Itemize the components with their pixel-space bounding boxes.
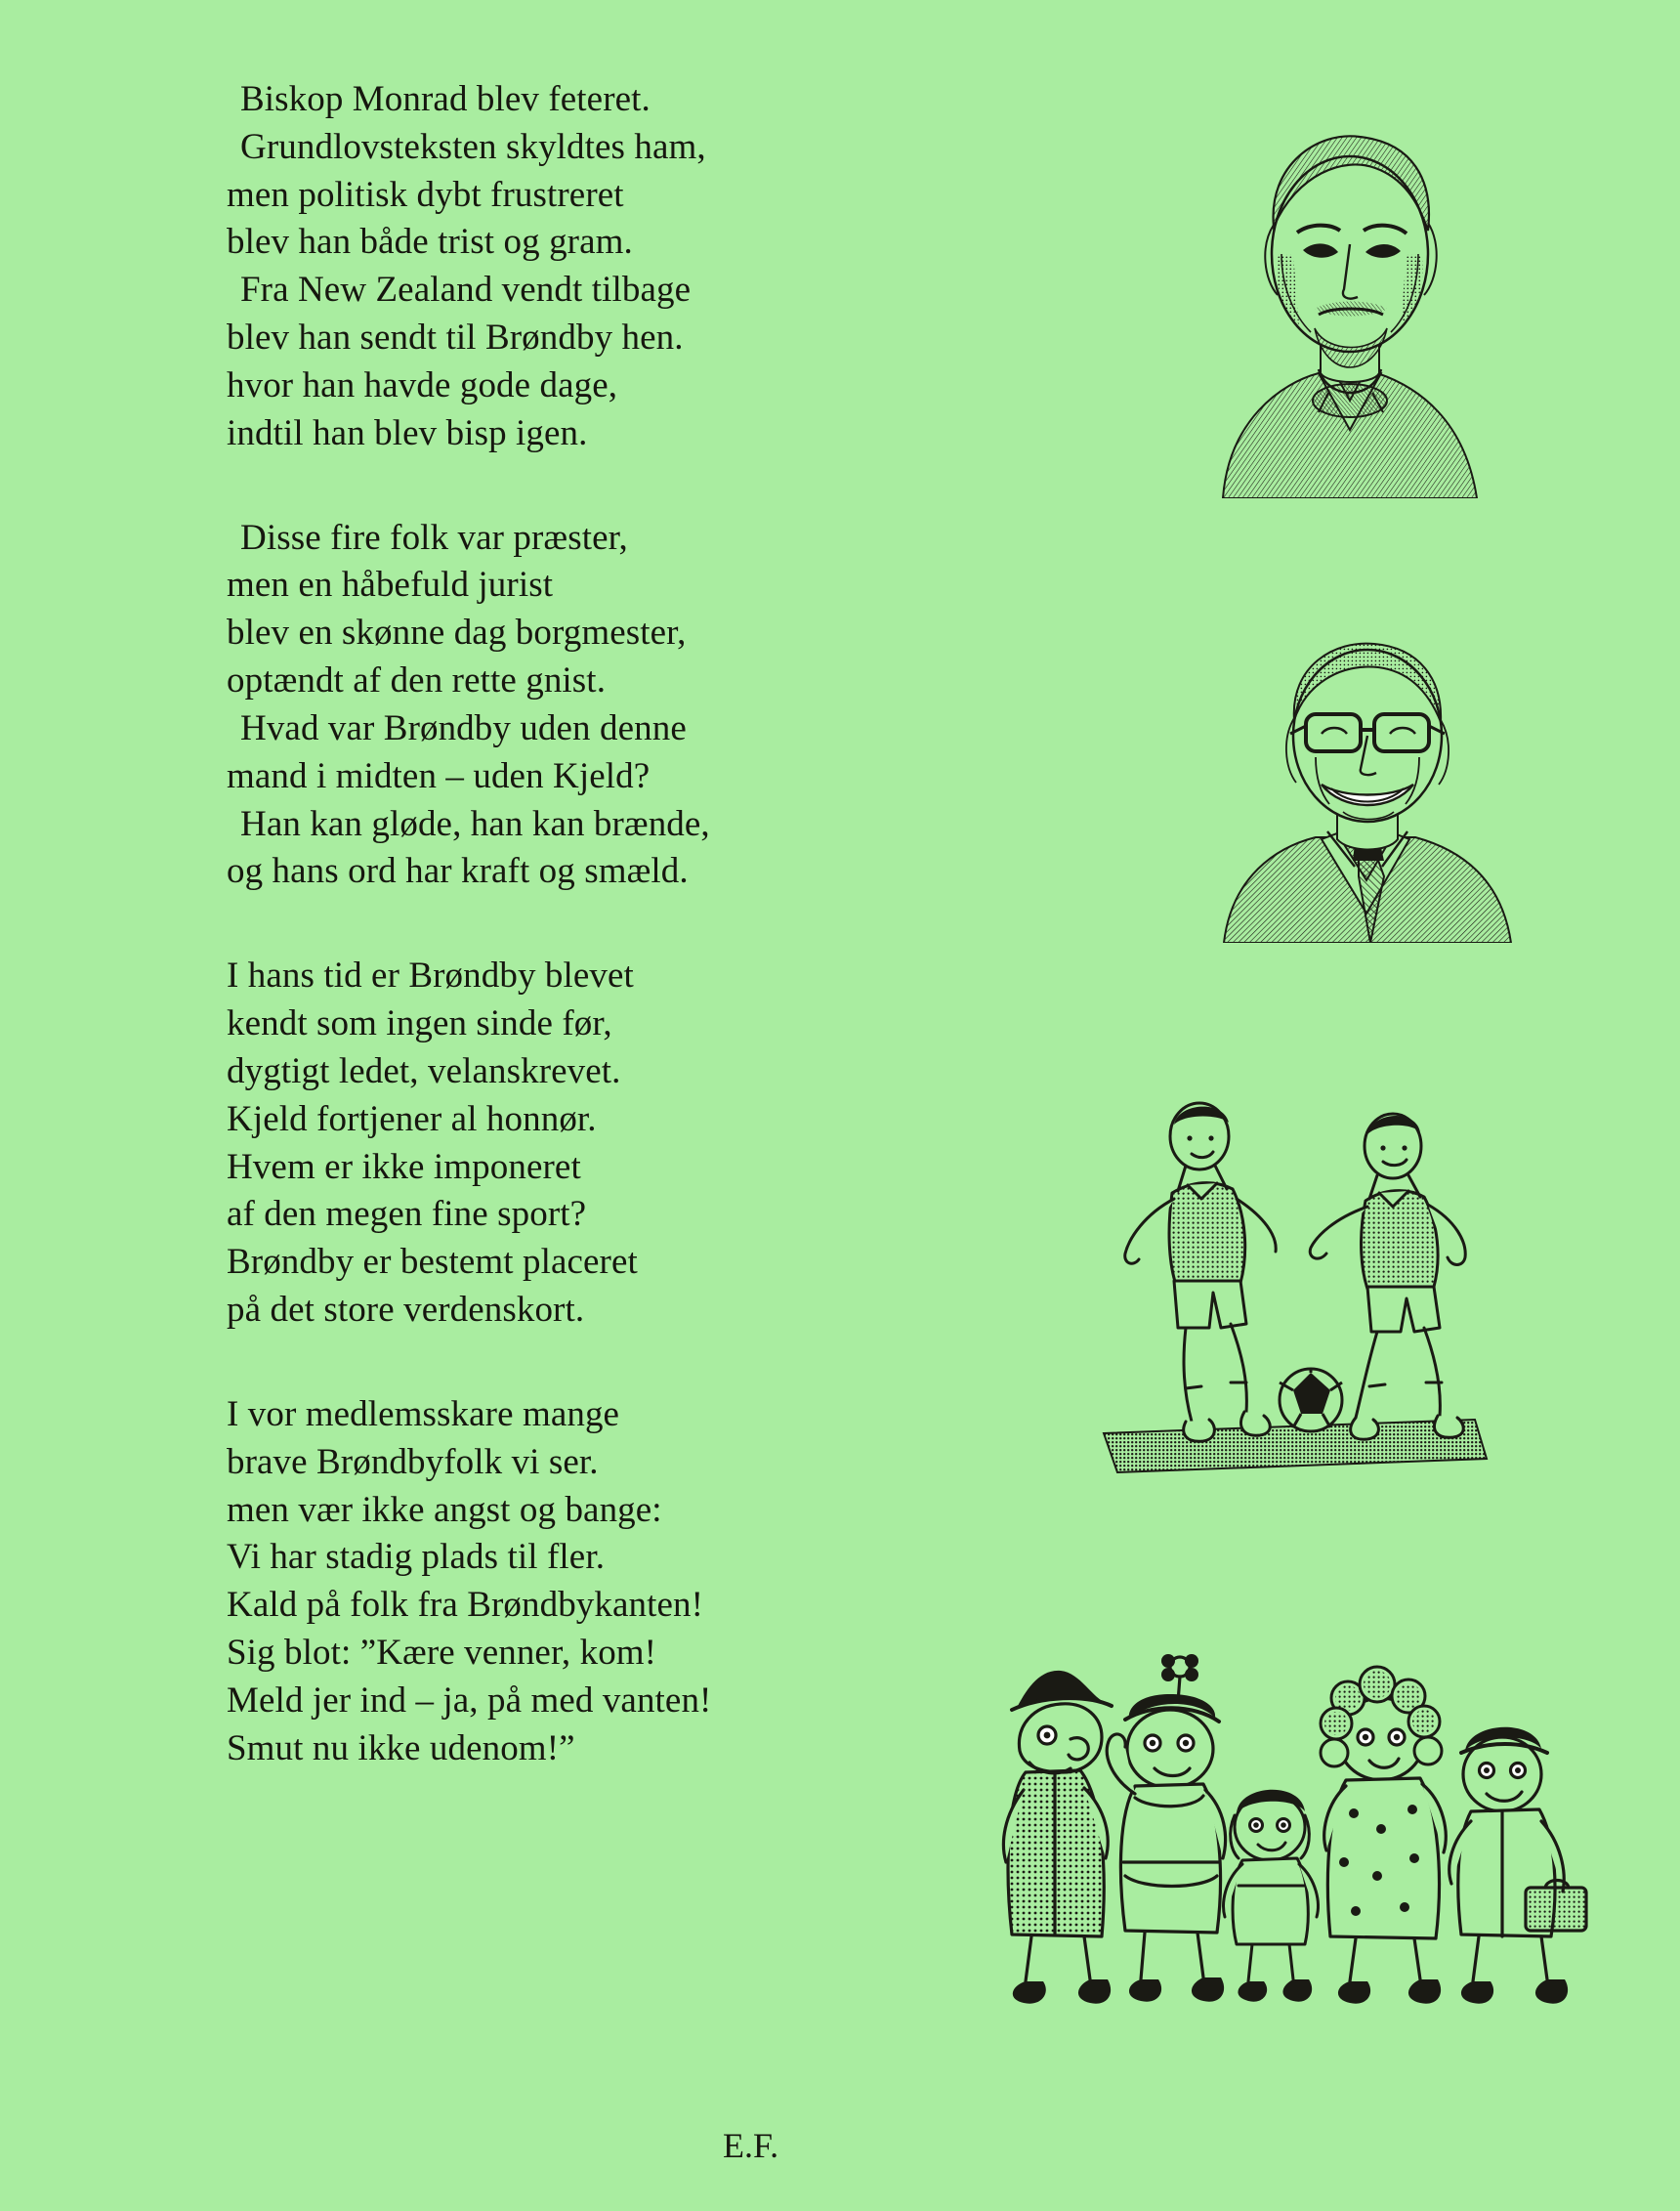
poem-line: Smut nu ikke udenom!”: [227, 1727, 575, 1768]
poem-line: Vi har stadig plads til fler.: [227, 1537, 606, 1578]
poem-line: mand i midten – uden Kjeld?: [227, 755, 651, 796]
poem-line: men politisk dybt frustreret: [227, 174, 624, 215]
author-signature: E.F.: [723, 2126, 779, 2165]
crowd-of-people-illustration: [987, 1641, 1592, 2022]
poem-line: Hvad var Brøndby uden denne: [240, 707, 687, 748]
poem-line: Grundlovsteksten skyldtes ham,: [240, 126, 706, 167]
poem-line: Han kan gløde, han kan brænde,: [240, 803, 710, 844]
poem-line: Hvem er ikke imponeret: [227, 1146, 581, 1187]
portrait-mayor-illustration: [1206, 620, 1529, 943]
poem-line: dygtigt ledet, velanskrevet.: [227, 1050, 621, 1091]
poem-line: I vor medlemsskare mange: [227, 1393, 620, 1434]
poem-line: men vær ikke angst og bange:: [227, 1489, 662, 1530]
poem-line: Biskop Monrad blev feteret.: [240, 79, 651, 119]
poem-stanza: [227, 515, 910, 897]
poem-line: af den megen fine sport?: [227, 1194, 587, 1235]
poem-line: på det store verdenskort.: [227, 1290, 585, 1331]
poem-line: Kald på folk fra Brøndbykanten!: [227, 1585, 704, 1626]
poem-line: Meld jer ind – ja, på med vanten!: [227, 1680, 712, 1721]
poem-body: [227, 76, 910, 1830]
poem-line: Kjeld fortjener al honnør.: [227, 1098, 597, 1139]
poem-line: blev han sendt til Brøndby hen.: [227, 318, 684, 359]
poem-line: Disse fire folk var præster,: [240, 517, 628, 558]
poem-line: og hans ord har kraft og smæld.: [227, 851, 689, 892]
poem-stanza: [227, 1391, 910, 1773]
poem-line: Sig blot: ”Kære venner, kom!: [227, 1633, 657, 1674]
poem-line: optændt af den rette gnist.: [227, 660, 607, 702]
poem-line: men en håbefuld jurist: [227, 565, 554, 606]
poem-line: indtil han blev bisp igen.: [227, 412, 588, 453]
portrait-monrad-illustration: [1172, 107, 1524, 498]
poem-line: kendt som ingen sinde før,: [227, 1003, 612, 1044]
poem-line: brave Brøndbyfolk vi ser.: [227, 1441, 599, 1482]
poem-line: Brøndby er bestemt placeret: [227, 1242, 638, 1283]
poem-line: blev han både trist og gram.: [227, 222, 633, 263]
poem-stanza: [227, 953, 910, 1335]
poem-stanza: [227, 76, 910, 458]
footballers-illustration: [1084, 1089, 1504, 1480]
poem-line: I hans tid er Brøndby blevet: [227, 956, 634, 997]
poem-line: hvor han havde gode dage,: [227, 364, 618, 405]
poem-line: blev en skønne dag borgmester,: [227, 613, 687, 654]
poem-line: Fra New Zealand vendt tilbage: [240, 270, 692, 311]
